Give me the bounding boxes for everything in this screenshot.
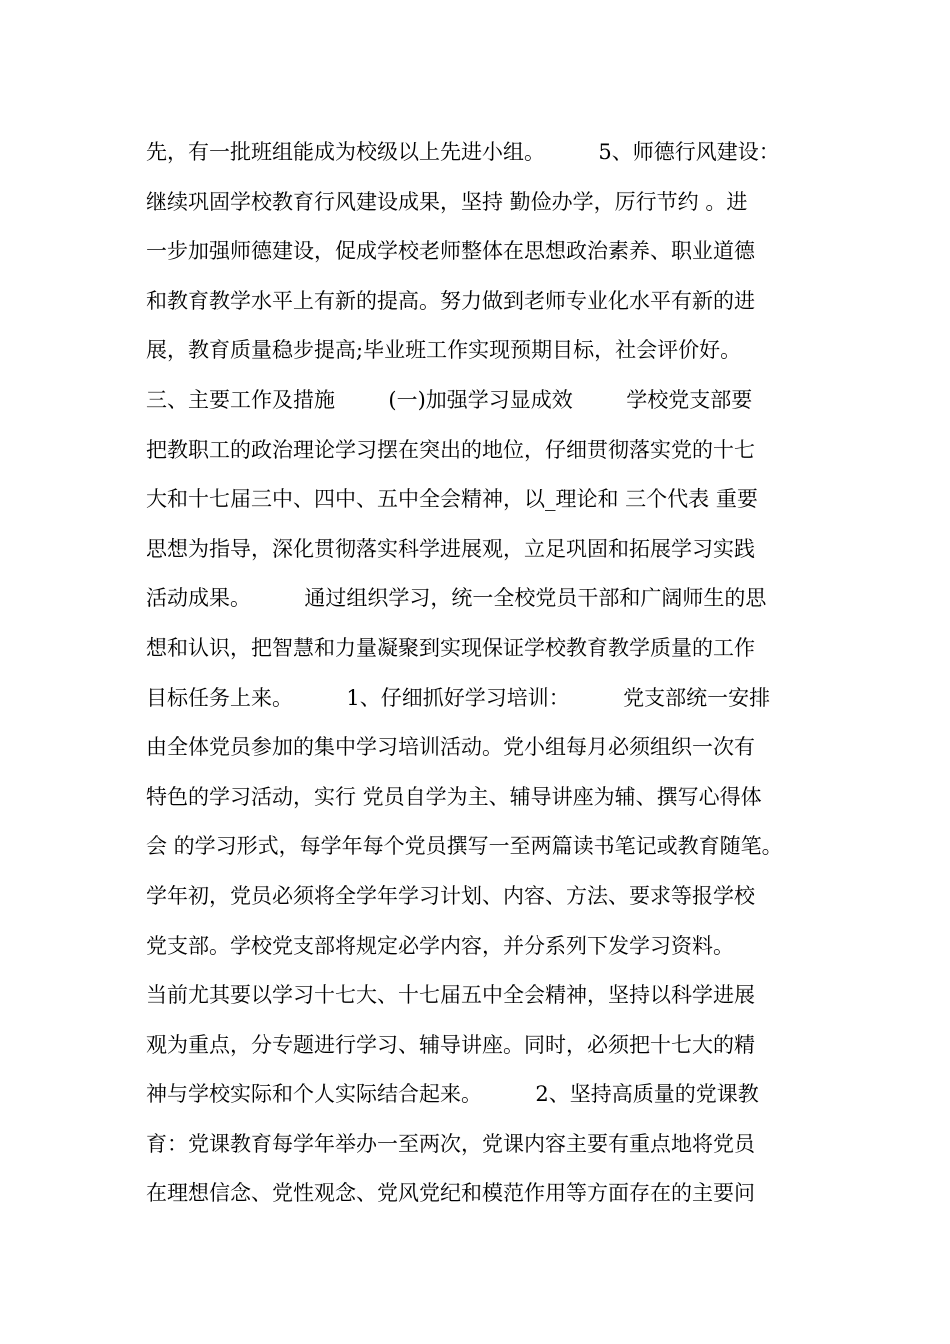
text-line: 一步加强师德建设，促成学校老师整体在思想政治素养、职业道德 [146,239,755,264]
text-line: 会 的学习形式，每学年每个党员撰写一至两篇读书笔记或教育随笔。 [146,834,783,859]
text-line: 三、主要工作及措施 (一)加强学习显成效 学校党支部要 [146,387,753,412]
text-line: 先，有一批班组能成为校级以上先进小组。 5、师德行风建设： [146,140,780,164]
text-line: 和教育教学水平上有新的提高。努力做到老师专业化水平有新的进 [146,288,755,313]
text-line: 继续巩固学校教育行风建设成果，坚持 勤俭办学，厉行节约 。进 [146,189,748,214]
text-line: 想和认识，把智慧和力量凝聚到实现保证学校教育教学质量的工作 [146,635,755,660]
text-line: 思想为指导，深化贯彻落实科学进展观，立足巩固和拓展学习实践 [146,536,755,561]
text-line: 展，教育质量稳步提高;毕业班工作实现预期目标，社会评价好。 [146,338,742,363]
text-line: 目标任务上来。 1、仔细抓好学习培训： 党支部统一安排 [146,685,771,710]
text-line: 神与学校实际和个人实际结合起来。 2、坚持高质量的党课教 [146,1082,759,1107]
text-line: 党支部。学校党支部将规定必学内容，并分系列下发学习资料。 [146,933,734,958]
text-line: 观为重点，分专题进行学习、辅导讲座。同时，必须把十七大的精 [146,1032,755,1057]
text-line: 当前尤其要以学习十七大、十七届五中全会精神，坚持以科学进展 [146,983,755,1008]
text-line: 特色的学习活动，实行 党员自学为主、辅导讲座为辅、撰写心得体 [146,784,762,809]
text-line: 大和十七届三中、四中、五中全会精神，以_理论和 三个代表 重要 [146,487,758,512]
text-line: 在理想信念、党性观念、党风党纪和模范作用等方面存在的主要问 [146,1181,755,1206]
text-line: 由全体党员参加的集中学习培训活动。党小组每月必须组织一次有 [146,735,755,760]
text-line: 育：党课教育每学年举办一至两次，党课内容主要有重点地将党员 [146,1131,755,1156]
body-text [146,128,826,1219]
text-line: 学年初，党员必须将全学年学习计划、内容、方法、要求等报学校 [146,883,755,908]
text-line: 活动成果。 通过组织学习，统一全校党员干部和广阔师生的思 [146,586,767,611]
text-line: 把教职工的政治理论学习摆在突出的地位，仔细贯彻落实党的十七 [146,437,755,462]
